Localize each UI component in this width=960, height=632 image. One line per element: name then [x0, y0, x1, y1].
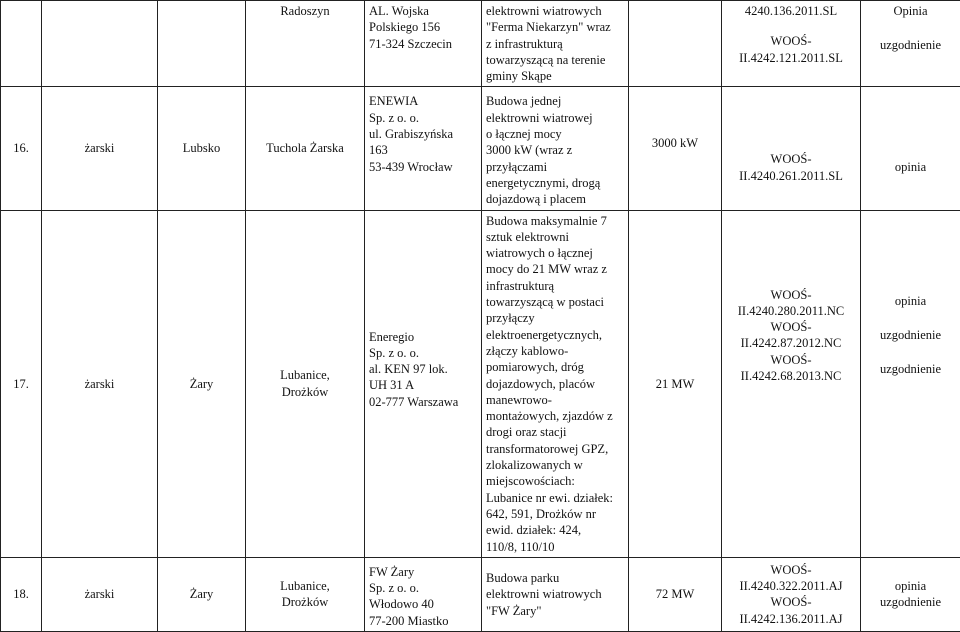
cell-status	[861, 210, 960, 557]
cell-gmina: Lubsko	[158, 87, 246, 210]
sygnatura-line: II.4242.87.2012.NC	[726, 335, 856, 351]
cell-powiat: żarski	[42, 87, 158, 210]
opis-line: energetycznymi, drogą	[486, 175, 624, 191]
cell-gmina	[158, 1, 246, 87]
sygnatura-line: II.4242.121.2011.SL	[726, 50, 856, 66]
opis-line: elektrowni wiatrowych	[486, 586, 624, 602]
cell-lp: 18.	[1, 557, 42, 631]
cell-gmina: Żary	[158, 557, 246, 631]
inwestor-line: 53-439 Wrocław	[369, 159, 477, 175]
status-line: uzgodnienie	[865, 327, 956, 343]
cell-gmina: Żary	[158, 210, 246, 557]
cell-powiat	[42, 1, 158, 87]
miejscowosc-line: Lubanice,	[250, 578, 360, 594]
opis-line: z infrastrukturą	[486, 36, 624, 52]
opis-line: gminy Skąpe	[486, 68, 624, 84]
cell-opis	[482, 210, 629, 557]
inwestor-line: AL. Wojska	[369, 3, 477, 19]
cell-sygnatura	[722, 210, 861, 557]
cell-moc: 21 MW	[629, 210, 722, 557]
opis-line: 642, 591, Drożków nr	[486, 506, 624, 522]
inwestor-line: Sp. z o. o.	[369, 110, 477, 126]
opis-line: złączy kablowo-	[486, 343, 624, 359]
cell-status	[861, 557, 960, 631]
opis-line: zlokalizowanych w	[486, 457, 624, 473]
inwestor-line: Włodowo 40	[369, 596, 477, 612]
opis-line: wiatrowych o łącznej	[486, 245, 624, 261]
cell-miejscowosc	[246, 557, 365, 631]
cell-lp: 17.	[1, 210, 42, 557]
opis-line: Budowa parku	[486, 570, 624, 586]
table-row	[1, 210, 960, 557]
opis-line: elektrowni wiatrowych	[486, 3, 624, 19]
opis-line: Budowa jednej	[486, 93, 624, 109]
cell-powiat: żarski	[42, 557, 158, 631]
cell-opis	[482, 557, 629, 631]
cell-miejscowosc: Radoszyn	[246, 1, 365, 87]
inwestor-line: 77-200 Miastko	[369, 613, 477, 629]
opis-line: transformatorowej GPZ,	[486, 441, 624, 457]
miejscowosc-line: Drożków	[250, 384, 360, 400]
sygnatura-line: WOOŚ-	[726, 562, 856, 578]
inwestor-line: ul. Grabiszyńska	[369, 126, 477, 142]
cell-inwestor	[365, 210, 482, 557]
opis-line: "FW Żary"	[486, 603, 624, 619]
inwestor-line: FW Żary	[369, 564, 477, 580]
opis-line: towarzyszącą w postaci	[486, 294, 624, 310]
cell-status	[861, 1, 960, 87]
sygnatura-line: WOOŚ-	[726, 594, 856, 610]
status-line: uzgodnienie	[865, 594, 956, 610]
inwestor-line: Sp. z o. o.	[369, 580, 477, 596]
opis-line: przyłączy	[486, 310, 624, 326]
opis-line: dojazdową i placem	[486, 191, 624, 207]
sygnatura-line: II.4242.136.2011.AJ	[726, 611, 856, 627]
status-line: uzgodnienie	[865, 361, 956, 377]
opis-line: elektrowni wiatrowej	[486, 110, 624, 126]
status-line: opinia	[865, 578, 956, 594]
table-row	[1, 557, 960, 631]
sygnatura-line: 4240.136.2011.SL	[726, 3, 856, 19]
opis-line: przyłączami	[486, 159, 624, 175]
sygnatura-line: II.4240.280.2011.NC	[726, 303, 856, 319]
opis-line: sztuk elektrowni	[486, 229, 624, 245]
inwestor-line: 02-777 Warszawa	[369, 394, 477, 410]
cell-sygnatura	[722, 557, 861, 631]
opis-line: drogi oraz stacji	[486, 424, 624, 440]
opis-line: dojazdowych, placów	[486, 376, 624, 392]
inwestor-line: Polskiego 156	[369, 19, 477, 35]
sygnatura-line: II.4242.68.2013.NC	[726, 368, 856, 384]
cell-lp: 16.	[1, 87, 42, 210]
status-line: uzgodnienie	[865, 37, 956, 53]
status-line: opinia	[865, 293, 956, 309]
opis-line: montażowych, zjazdów z	[486, 408, 624, 424]
opis-line: elektroenergetycznych,	[486, 327, 624, 343]
table-row	[1, 87, 960, 210]
opis-line: Budowa maksymalnie 7	[486, 213, 624, 229]
cell-opis	[482, 87, 629, 210]
cell-moc: 72 MW	[629, 557, 722, 631]
cell-moc	[629, 1, 722, 87]
cell-inwestor	[365, 1, 482, 87]
inwestor-line: ENEWIA	[369, 93, 477, 109]
cell-powiat: żarski	[42, 210, 158, 557]
inwestor-line: Sp. z o. o.	[369, 345, 477, 361]
cell-inwestor	[365, 557, 482, 631]
opis-line: 3000 kW (wraz z	[486, 142, 624, 158]
cell-moc: 3000 kW	[629, 87, 722, 210]
sygnatura-line: WOOŚ-	[726, 319, 856, 335]
opis-line: o łącznej mocy	[486, 126, 624, 142]
opis-line: towarzyszącą na terenie	[486, 52, 624, 68]
opis-line: Lubanice nr ewi. działek:	[486, 490, 624, 506]
miejscowosc-line: Drożków	[250, 594, 360, 610]
miejscowosc-line: Lubanice,	[250, 367, 360, 383]
opis-line: mocy do 21 MW wraz z	[486, 261, 624, 277]
inwestor-line: 71-324 Szczecin	[369, 36, 477, 52]
status-line: Opinia	[865, 3, 956, 19]
opis-line: ewid. działek: 424,	[486, 522, 624, 538]
cell-lp	[1, 1, 42, 87]
sygnatura-line: WOOŚ-	[726, 287, 856, 303]
cell-opis	[482, 1, 629, 87]
opis-line: miejscowościach:	[486, 473, 624, 489]
opis-line: manewrowo-	[486, 392, 624, 408]
inwestor-line: Eneregio	[369, 329, 477, 345]
opis-line: pomiarowych, dróg	[486, 359, 624, 375]
inwestor-line: UH 31 A	[369, 377, 477, 393]
cell-sygnatura	[722, 1, 861, 87]
inwestor-line: al. KEN 97 lok.	[369, 361, 477, 377]
inwestor-line: 163	[369, 142, 477, 158]
sygnatura-line: WOOŚ-	[726, 151, 856, 167]
status-line: opinia	[865, 159, 956, 175]
sygnatura-line: II.4240.322.2011.AJ	[726, 578, 856, 594]
cell-sygnatura	[722, 87, 861, 210]
sygnatura-line: II.4240.261.2011.SL	[726, 168, 856, 184]
table-row	[1, 1, 960, 87]
opis-line: infrastrukturą	[486, 278, 624, 294]
cell-status	[861, 87, 960, 210]
cell-miejscowosc: Tuchola Żarska	[246, 87, 365, 210]
sygnatura-line: WOOŚ-	[726, 33, 856, 49]
cell-inwestor	[365, 87, 482, 210]
opis-line: "Ferma Niekarzyn" wraz	[486, 19, 624, 35]
sygnatura-line: WOOŚ-	[726, 352, 856, 368]
opis-line: 110/8, 110/10	[486, 539, 624, 555]
cell-miejscowosc	[246, 210, 365, 557]
